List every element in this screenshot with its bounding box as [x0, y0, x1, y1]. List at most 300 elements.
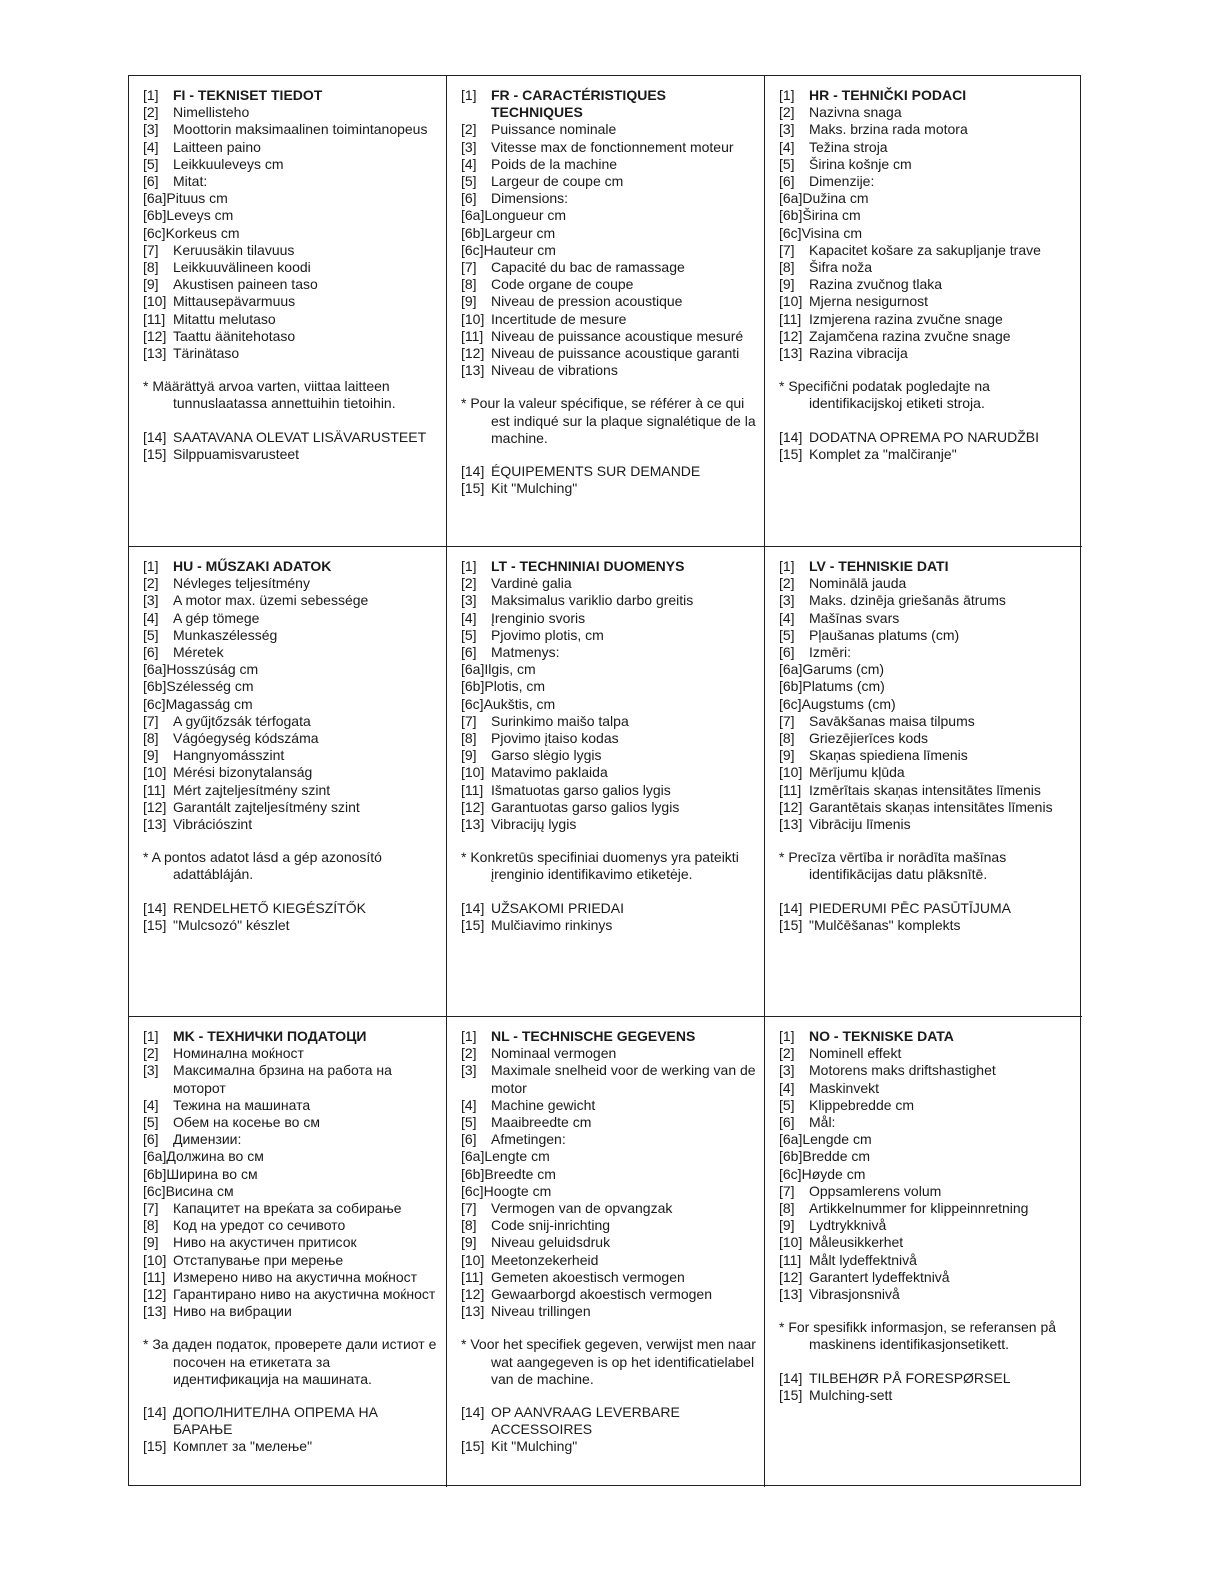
item-text: Vitesse max de fonctionnement moteur: [491, 138, 734, 155]
spec-row: [779, 1045, 1074, 1062]
item-text: "Mulcsozó" készlet: [173, 916, 290, 933]
spec-row: [461, 362, 756, 379]
item-number: [10]: [779, 764, 803, 781]
spec-row: [143, 730, 438, 747]
item-number: [13]: [461, 816, 485, 833]
item-number: [5]: [779, 155, 795, 172]
item-text: NL - TECHNISCHE GEGEVENS: [491, 1028, 696, 1044]
accessory-row: [143, 429, 438, 446]
spec-row: [461, 1062, 756, 1096]
spec-row: [143, 1286, 438, 1303]
item-number: [11]: [143, 781, 166, 798]
item-number: [13]: [143, 345, 167, 362]
spec-row: [779, 1252, 1074, 1269]
item-number: [5]: [461, 1114, 477, 1131]
spec-row: [461, 225, 756, 242]
spec-row: [779, 678, 1074, 695]
item-text: Mulching-sett: [809, 1386, 893, 1403]
item-number: [7]: [143, 712, 159, 729]
spec-row: [143, 661, 438, 678]
spec-row: [779, 276, 1074, 293]
item-number: [5]: [143, 1114, 159, 1131]
item-text: Griezējierīces kods: [809, 730, 929, 747]
item-number: [10]: [779, 293, 803, 310]
item-text: A gép tömege: [173, 609, 260, 626]
footnote: * Määrättyä arvoa varten, viittaa laitteen tunnuslaatassa annettuihin tietoihin.: [143, 378, 396, 412]
item-number: [6b]: [143, 678, 167, 695]
spec-row: [779, 1217, 1074, 1234]
item-text: Nazivna snaga: [809, 104, 902, 121]
item-text: Mért zajteljesítmény szint: [173, 781, 331, 798]
spec-section: [447, 547, 765, 1017]
item-number: [5]: [461, 626, 477, 643]
item-number: [6a]: [143, 190, 167, 207]
item-number: [6b]: [461, 678, 485, 695]
spec-row: [461, 207, 756, 224]
item-text: Nimellisteho: [173, 104, 250, 121]
item-number: [3]: [779, 1062, 795, 1079]
spec-row: [779, 575, 1074, 592]
item-text: Szélesség cm: [166, 678, 254, 695]
item-text: Puissance nominale: [491, 121, 617, 138]
item-text: Largeur de coupe cm: [491, 173, 624, 190]
item-text: Poids de la machine: [491, 155, 618, 172]
footnote: * Precīza vērtība ir norādīta mašīnas identifikācijas datu plāksnītē.: [779, 849, 1007, 883]
item-number: [6]: [779, 173, 795, 190]
item-text: Zajamčena razina zvučne snage: [809, 327, 1011, 344]
spec-row: [779, 207, 1074, 224]
item-text: Maaibreedte cm: [491, 1114, 592, 1131]
spec-row: [143, 799, 438, 816]
item-text: Razina zvučnog tlaka: [809, 276, 943, 293]
item-text: Måleusikkerhet: [809, 1234, 904, 1251]
spec-row: [779, 627, 1074, 644]
spec-row: [779, 1131, 1074, 1148]
item-text: Leikkuuleveys cm: [173, 155, 284, 172]
item-number: [5]: [779, 626, 795, 643]
spec-row: [461, 730, 756, 747]
spec-row: [143, 1097, 438, 1114]
spec-row: [461, 259, 756, 276]
item-text: Gemeten akoestisch vermogen: [491, 1268, 685, 1285]
item-text: Méretek: [173, 644, 224, 661]
spec-row: [143, 225, 438, 242]
spec-row: [143, 1234, 438, 1251]
item-text: Garantált zajteljesítmény szint: [173, 798, 360, 815]
item-text: Kit "Mulching": [491, 1438, 578, 1455]
item-text: Gewaarborgd akoestisch vermogen: [491, 1286, 713, 1303]
item-number: [11]: [461, 781, 484, 798]
item-number: [8]: [143, 730, 159, 747]
item-text: DODATNA OPREMA PO NARUDŽBI: [809, 428, 1039, 445]
item-number: [14]: [461, 463, 485, 480]
spec-row: [779, 661, 1074, 678]
item-text: Breedte cm: [484, 1165, 556, 1182]
item-text: NO - TEKNISKE DATA: [809, 1028, 954, 1044]
item-text: Platums (cm): [802, 678, 885, 695]
item-number: [3]: [143, 592, 159, 609]
item-text: Moottorin maksimaalinen toimintanopeus: [173, 121, 428, 138]
spec-row: [461, 293, 756, 310]
spec-row: [143, 1269, 438, 1286]
spec-row: [143, 713, 438, 730]
item-number: [6]: [143, 644, 159, 661]
item-text: Отстапување при мерење: [173, 1251, 344, 1268]
accessory-row: [461, 480, 756, 497]
item-text: Capacité du bac de ramassage: [491, 259, 685, 276]
section-title: [779, 1028, 1074, 1045]
spec-row: [143, 328, 438, 345]
item-text: Niveau de puissance acoustique garanti: [491, 345, 740, 362]
item-number: [14]: [779, 428, 803, 445]
item-number: [15]: [779, 916, 803, 933]
spec-section: [765, 547, 1082, 1017]
footnote: * Pour la valeur spécifique, se référer à ce qui est indiqué sur la plaque signalétique de la machine.: [461, 395, 756, 446]
spec-row: [461, 1045, 756, 1062]
spec-row: [143, 1045, 438, 1062]
item-text: Niveau trillingen: [491, 1303, 591, 1320]
spec-row: [779, 592, 1074, 609]
spec-row: [779, 345, 1074, 362]
spec-row: [779, 328, 1074, 345]
item-text: Nominell effekt: [809, 1045, 902, 1062]
item-number: [9]: [461, 1234, 477, 1251]
item-text: HR - TEHNIČKI PODACI: [809, 87, 967, 103]
spec-row: [779, 799, 1074, 816]
item-text: Niveau de puissance acoustique mesuré: [491, 327, 744, 344]
spec-row: [779, 104, 1074, 121]
item-number: [1]: [779, 87, 795, 103]
item-number: [6b]: [143, 207, 167, 224]
item-number: [9]: [779, 747, 795, 764]
item-text: Maks. dzinēja griešanās ātrums: [809, 592, 1006, 609]
spec-row: [143, 747, 438, 764]
item-text: Izmērītais skaņas intensitātes līmenis: [809, 781, 1041, 798]
item-number: [6b]: [779, 207, 803, 224]
item-text: Ilgis, cm: [484, 661, 536, 678]
spec-row: [461, 747, 756, 764]
item-number: [14]: [779, 1369, 803, 1386]
footnote: * For spesifikk informasjon, se referansen på maskinens identifikasjonsetikett.: [779, 1319, 1057, 1353]
spec-row: [143, 627, 438, 644]
item-number: [15]: [143, 445, 167, 462]
section-title: [461, 1028, 756, 1045]
item-text: Akustisen paineen taso: [173, 276, 318, 293]
spec-row: [143, 139, 438, 156]
item-number: [3]: [779, 592, 795, 609]
item-text: Гарантирано ниво на акустична моќност: [173, 1286, 436, 1303]
item-text: Garums (cm): [802, 661, 885, 678]
item-number: [15]: [779, 445, 803, 462]
item-text: Kapacitet košare za sakupljanje trave: [809, 241, 1041, 258]
item-text: Korkeus cm: [165, 224, 240, 241]
item-text: A motor max. üzemi sebessége: [173, 592, 369, 609]
item-number: [1]: [143, 558, 159, 574]
item-text: MK - ТЕХНИЧКИ ПОДАТОЦИ: [173, 1028, 367, 1044]
spec-section: [129, 76, 447, 547]
item-number: [2]: [779, 575, 795, 592]
spec-row: [779, 1097, 1074, 1114]
item-text: Vermogen van de opvangzak: [491, 1200, 673, 1217]
accessory-row: [461, 1404, 756, 1438]
spec-row: [143, 816, 438, 833]
item-text: Hosszúság cm: [166, 661, 259, 678]
item-text: Висина см: [165, 1182, 234, 1199]
item-number: [6]: [779, 1114, 795, 1131]
spec-row: [461, 276, 756, 293]
item-text: Niveau de vibrations: [491, 362, 618, 379]
footnote: * За даден податок, проверете дали истиот е посочен на етикетата за идентификација на машината.: [143, 1336, 437, 1387]
accessory-row: [461, 1438, 756, 1455]
item-number: [6c]: [143, 224, 166, 241]
item-number: [8]: [779, 259, 795, 276]
spec-row: [143, 678, 438, 695]
item-number: [2]: [779, 1045, 795, 1062]
spec-row: [461, 121, 756, 138]
item-text: Izmjerena razina zvučne snage: [809, 310, 1003, 327]
spec-row: [461, 782, 756, 799]
spec-section: [129, 547, 447, 1017]
item-number: [6a]: [461, 207, 485, 224]
accessory-row: [143, 1404, 438, 1438]
item-text: Maximale snelheid voor de werking van de motor: [491, 1062, 756, 1096]
spec-row: [779, 190, 1074, 207]
item-number: [13]: [779, 1286, 803, 1303]
item-number: [7]: [779, 1182, 795, 1199]
item-number: [2]: [461, 1045, 477, 1062]
spec-section: [765, 1017, 1082, 1487]
spec-row: [461, 1166, 756, 1183]
item-number: [9]: [143, 276, 159, 293]
item-text: Nominālā jauda: [809, 575, 907, 592]
spec-row: [143, 764, 438, 781]
item-number: [9]: [461, 747, 477, 764]
item-text: ÉQUIPEMENTS SUR DEMANDE: [491, 463, 701, 480]
item-number: [3]: [779, 121, 795, 138]
item-number: [2]: [143, 575, 159, 592]
item-text: Klippebredde cm: [809, 1096, 915, 1113]
item-text: Keruusäkin tilavuus: [173, 241, 295, 258]
item-text: Обем на косење во см: [173, 1114, 320, 1131]
item-text: Vibrāciju līmenis: [809, 816, 911, 833]
item-number: [3]: [461, 592, 477, 609]
item-text: Mitattu melutaso: [173, 310, 276, 327]
spec-row: [779, 1269, 1074, 1286]
spec-row: [143, 592, 438, 609]
spec-row: [143, 276, 438, 293]
item-text: LT - TECHNINIAI DUOMENYS: [491, 558, 685, 574]
spec-row: [461, 173, 756, 190]
item-text: Motorens maks driftshastighet: [809, 1062, 996, 1079]
spec-row: [779, 1286, 1074, 1303]
item-text: FI - TEKNISET TIEDOT: [173, 87, 323, 103]
item-text: Ниво на акустичен притисок: [173, 1234, 357, 1251]
item-text: Įrenginio svoris: [491, 609, 586, 626]
item-number: [6a]: [461, 661, 485, 678]
item-text: Lydtrykknivå: [809, 1217, 887, 1234]
spec-row: [779, 121, 1074, 138]
item-text: UŽSAKOMI PRIEDAI: [491, 899, 625, 916]
item-text: Номинална моќност: [173, 1045, 304, 1062]
item-number: [6b]: [779, 678, 803, 695]
item-text: Tärinätaso: [173, 345, 240, 362]
spec-row: [143, 782, 438, 799]
section-title: [779, 87, 1074, 104]
item-text: SAATAVANA OLEVAT LISÄVARUSTEET: [173, 428, 427, 445]
item-number: [1]: [461, 87, 477, 103]
item-number: [11]: [143, 1268, 166, 1285]
item-text: Ниво на вибрации: [173, 1303, 292, 1320]
item-text: Lengte cm: [484, 1148, 550, 1165]
spec-row: [143, 644, 438, 661]
item-number: [6]: [779, 644, 795, 661]
spec-row: [461, 1114, 756, 1131]
item-number: [15]: [143, 916, 167, 933]
item-text: Šifra noža: [809, 259, 873, 276]
spec-row: [779, 730, 1074, 747]
item-text: Augstums (cm): [801, 695, 896, 712]
spec-row: [143, 190, 438, 207]
accessory-row: [143, 900, 438, 917]
item-text: Garantētais skaņas intensitātes līmenis: [809, 798, 1053, 815]
item-text: RENDELHETŐ KIEGÉSZÍTŐK: [173, 899, 366, 916]
item-number: [6b]: [779, 1148, 803, 1165]
item-number: [15]: [143, 1438, 167, 1455]
spec-row: [779, 747, 1074, 764]
item-number: [8]: [779, 1200, 795, 1217]
item-number: [5]: [143, 155, 159, 172]
item-number: [6a]: [779, 661, 803, 678]
item-number: [10]: [461, 764, 485, 781]
item-number: [10]: [143, 764, 167, 781]
item-text: HU - MŰSZAKI ADATOK: [173, 558, 332, 574]
item-number: [7]: [461, 712, 477, 729]
item-number: [6c]: [461, 1182, 484, 1199]
item-text: Munkaszélesség: [173, 626, 278, 643]
item-number: [6b]: [461, 1165, 485, 1182]
spec-section: [447, 1017, 765, 1487]
spec-row: [461, 1286, 756, 1303]
item-number: [7]: [461, 1200, 477, 1217]
spec-row: [461, 345, 756, 362]
item-number: [6a]: [461, 1148, 485, 1165]
item-number: [6c]: [779, 695, 802, 712]
item-number: [11]: [779, 1251, 802, 1268]
item-text: Målt lydeffektnivå: [809, 1251, 917, 1268]
item-text: Тежина на машината: [173, 1096, 311, 1113]
item-number: [1]: [461, 1028, 477, 1044]
item-number: [6]: [143, 173, 159, 190]
spec-row: [143, 104, 438, 121]
spec-row: [143, 259, 438, 276]
item-text: Code organe de coupe: [491, 276, 634, 293]
item-number: [14]: [461, 899, 485, 916]
item-text: Garantert lydeffektnivå: [809, 1268, 950, 1285]
item-number: [8]: [143, 1217, 159, 1234]
item-text: Maks. brzina rada motora: [809, 121, 968, 138]
item-text: Matavimo paklaida: [491, 764, 608, 781]
spec-row: [143, 1252, 438, 1269]
accessory-row: [779, 1370, 1074, 1387]
spec-row: [461, 764, 756, 781]
spec-row: [779, 764, 1074, 781]
spec-row: [779, 173, 1074, 190]
item-text: Vardinė galia: [491, 575, 572, 592]
item-text: Niveau geluidsdruk: [491, 1234, 611, 1251]
item-number: [8]: [779, 730, 795, 747]
item-number: [12]: [461, 345, 485, 362]
item-text: Vibrációszint: [173, 816, 253, 833]
item-text: Dimensions:: [491, 190, 569, 207]
item-text: OP AANVRAAG LEVERBARE ACCESSOIRES: [491, 1404, 680, 1438]
item-number: [13]: [779, 816, 803, 833]
item-number: [6a]: [779, 1131, 803, 1148]
spec-row: [461, 1303, 756, 1320]
item-text: Pļaušanas platums (cm): [809, 626, 960, 643]
item-number: [9]: [779, 276, 795, 293]
item-number: [10]: [461, 310, 485, 327]
spec-row: [461, 311, 756, 328]
item-number: [13]: [779, 345, 803, 362]
item-text: Širina košnje cm: [809, 155, 912, 172]
spec-row: [461, 661, 756, 678]
item-number: [1]: [143, 87, 159, 103]
item-number: [7]: [143, 1200, 159, 1217]
item-number: [10]: [143, 293, 167, 310]
item-number: [12]: [143, 798, 167, 815]
item-number: [12]: [779, 1268, 803, 1285]
spec-row: [779, 1062, 1074, 1079]
spec-row: [461, 799, 756, 816]
item-number: [10]: [461, 1251, 485, 1268]
item-text: Капацитет на вреќата за собирање: [173, 1200, 402, 1217]
item-text: Taattu äänitehotaso: [173, 327, 296, 344]
spec-section: [765, 76, 1082, 547]
item-number: [1]: [461, 558, 477, 574]
item-text: Incertitude de mesure: [491, 310, 627, 327]
accessory-row: [461, 917, 756, 934]
spec-row: [143, 1148, 438, 1165]
item-text: Mittausepävarmuus: [173, 293, 296, 310]
item-number: [11]: [461, 1268, 484, 1285]
item-text: Niveau de pression acoustique: [491, 293, 683, 310]
item-text: Комплет за "мелење": [173, 1438, 313, 1455]
accessory-row: [779, 446, 1074, 463]
spec-row: [779, 696, 1074, 713]
item-text: Mål:: [809, 1114, 836, 1131]
spec-row: [779, 713, 1074, 730]
spec-row: [779, 293, 1074, 310]
item-text: Largeur cm: [484, 224, 556, 241]
item-text: A gyűjtőzsák térfogata: [173, 712, 311, 729]
item-text: Димензии:: [173, 1131, 242, 1148]
item-number: [15]: [461, 480, 485, 497]
spec-row: [143, 156, 438, 173]
footnote: * A pontos adatot lásd a gép azonosító adattábláján.: [143, 849, 382, 883]
item-number: [1]: [779, 558, 795, 574]
item-number: [8]: [461, 730, 477, 747]
spec-row: [143, 1200, 438, 1217]
item-text: Afmetingen:: [491, 1131, 566, 1148]
spec-row: [461, 1200, 756, 1217]
item-number: [1]: [143, 1028, 159, 1044]
accessory-row: [779, 429, 1074, 446]
item-text: Laitteen paino: [173, 138, 261, 155]
accessory-row: [143, 1438, 438, 1455]
spec-row: [779, 156, 1074, 173]
section-title: [461, 87, 756, 121]
item-number: [8]: [143, 259, 159, 276]
